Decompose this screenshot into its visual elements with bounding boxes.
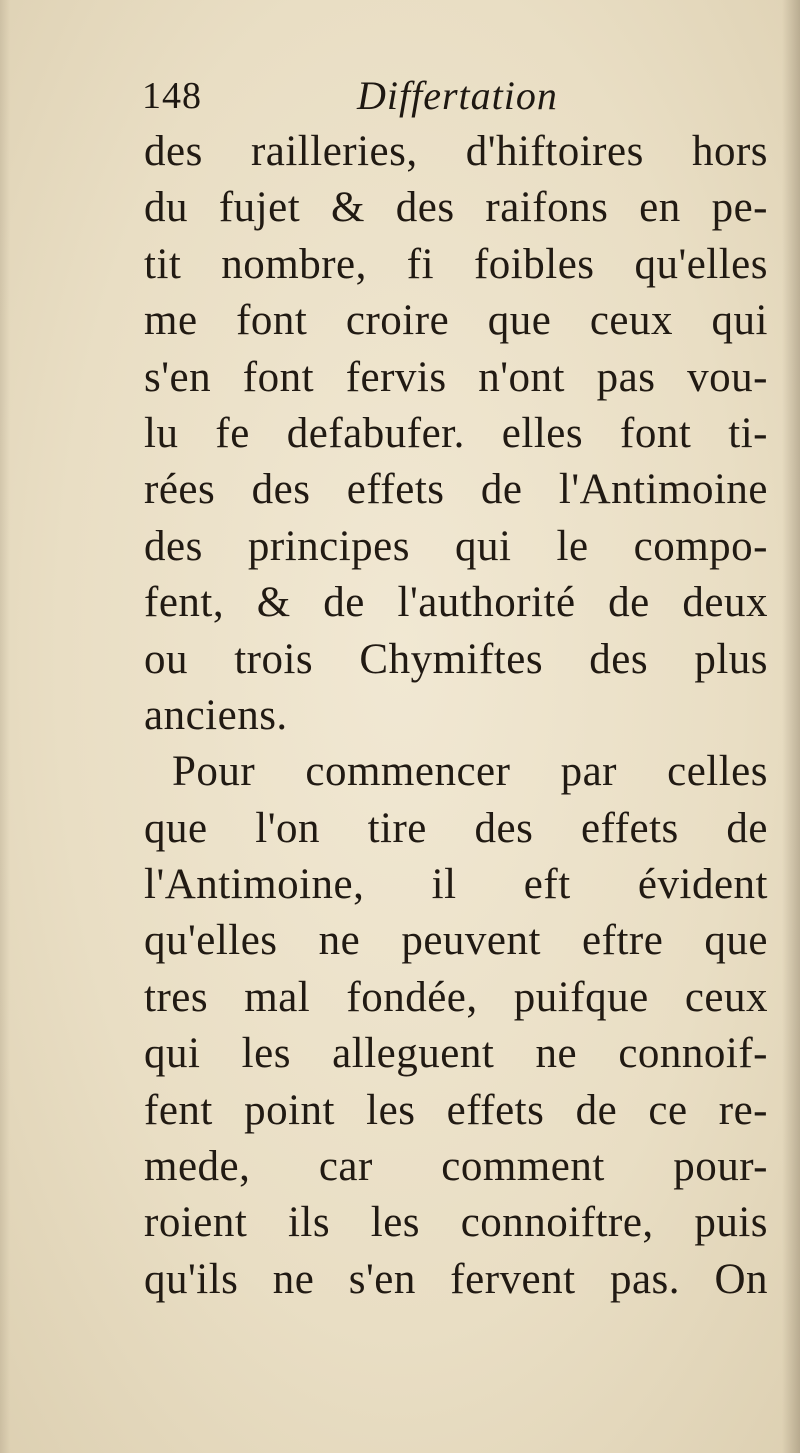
page-shadow-left xyxy=(0,0,10,1453)
text-line: s'en font fervis n'ont pas vou- xyxy=(144,353,768,401)
text-line: roient ils les connoiftre, puis xyxy=(144,1199,768,1247)
text-line: qui les alleguent ne connoif- xyxy=(144,1030,768,1078)
text-line: mede, car comment pour- xyxy=(144,1143,768,1191)
text-line: qu'elles ne peuvent eftre que xyxy=(144,917,768,965)
text-line: tres mal fondée, puifque ceux xyxy=(144,973,768,1021)
text-line: qu'ils ne s'en fervent pas. On xyxy=(144,1255,768,1303)
text-line: tit nombre, fi foibles qu'elles xyxy=(144,240,768,288)
text-line: du fujet & des raifons en pe- xyxy=(144,184,768,232)
text-line: lu fe defabufer. elles font ti- xyxy=(144,409,768,457)
page-number: 148 xyxy=(142,75,202,117)
text-line: que l'on tire des effets de xyxy=(144,804,768,852)
page-header xyxy=(142,70,782,120)
text-line: me font croire que ceux qui xyxy=(144,297,768,345)
body-text xyxy=(144,124,768,1308)
text-line: des principes qui le compo- xyxy=(144,522,768,570)
text-line: des railleries, d'hiftoires hors xyxy=(144,128,768,175)
text-line-paragraph-start: Pour commencer par celles xyxy=(172,748,768,796)
text-line-paragraph-end: anciens. xyxy=(144,691,288,739)
text-line: fent point les effets de ce re- xyxy=(144,1086,768,1134)
text-line: rées des effets de l'Antimoine xyxy=(144,466,768,514)
text-line: fent, & de l'authorité de deux xyxy=(144,579,768,627)
text-line: ou trois Chymiftes des plus xyxy=(144,635,768,683)
page-shadow-right xyxy=(782,0,800,1453)
running-title: Differtation xyxy=(357,73,558,118)
text-line: l'Antimoine, il eft évident xyxy=(144,861,768,909)
